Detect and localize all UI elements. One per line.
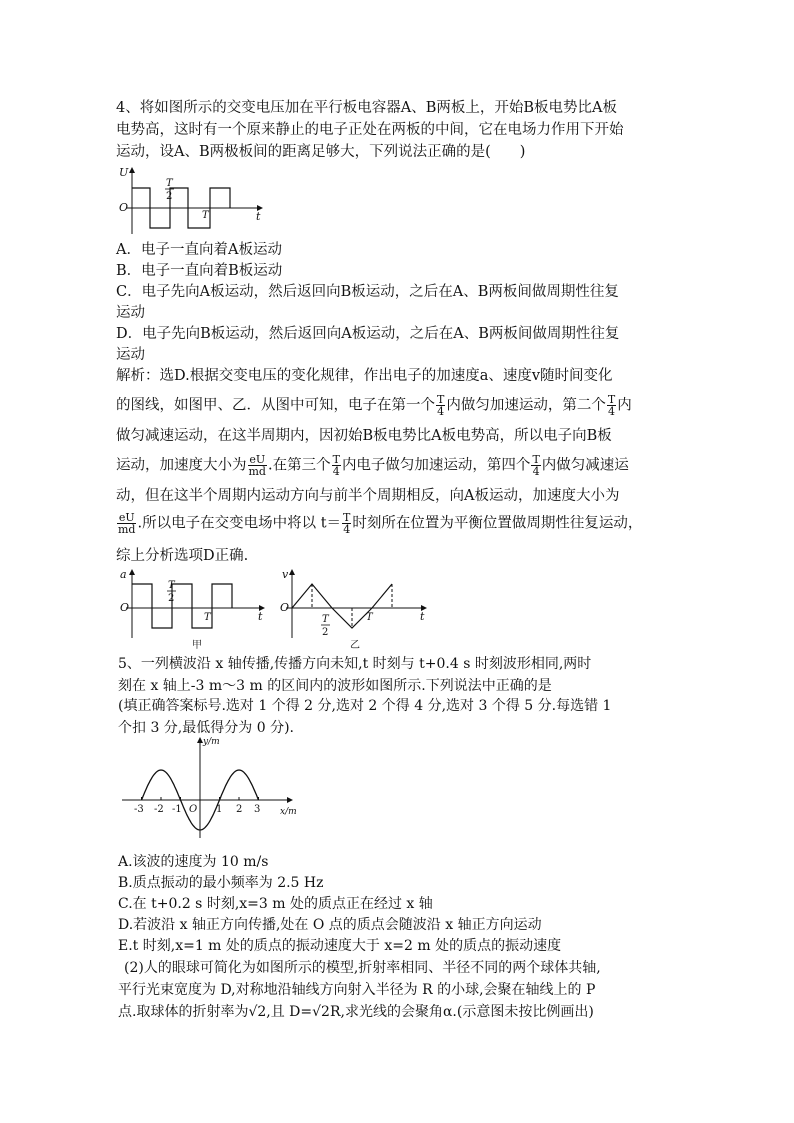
q4-fig-y-label: U	[119, 166, 129, 179]
q4-analysis-line-2: 的图线，如图甲、乙．从图中可知，电子在第一个 $\frac{T}{4}$ 内做匀加速运动，第二个 $\frac{T}{4}$ 内	[116, 393, 632, 418]
fraction-t-over-4: $\frac{T}{4}$	[343, 511, 351, 536]
q5-tick-neg1: -1	[172, 804, 182, 815]
fraction-t-over-4: $\frac{T}{4}$	[332, 453, 340, 478]
q4-option-a: A．电子一直向着A板运动	[116, 242, 282, 258]
q5-stem-line-2: 刻在 x 轴上-3 m～3 m 的区间内的波形如图所示.下列说法中正确的是	[118, 678, 552, 694]
q4-analysis-line-4: 运动，加速度大小为 $\frac{eU}{md}$ .在第三个 $\frac{T}{4}$ 内电子做匀加速运动，第四个 $\frac{T}{4}$ 内做匀减速运	[116, 453, 629, 478]
jia-period: T	[204, 612, 211, 623]
jia-half-num: T	[168, 580, 175, 591]
q4-figure-jia	[116, 566, 268, 650]
q5-stem-line-3: (填正确答案标号.选对 1 个得 2 分,选对 2 个得 4 分,选对 3 个得 5 分.每选错 1	[118, 698, 612, 714]
yi-half-num: T	[322, 614, 329, 625]
q5-tick-3: 3	[254, 804, 261, 815]
yi-origin: O	[280, 601, 290, 614]
q4-analysis-line-6: $\frac{eU}{md}$ .所以电子在交变电场中将以 t＝ $\frac{T}{4}$ 时刻所在位置为平衡位置做周期性往复运动，	[118, 511, 643, 536]
q5-fig-origin: O	[189, 804, 198, 815]
jia-x-label: t	[258, 610, 263, 623]
fraction-t-over-4: $\frac{T}{4}$	[607, 393, 616, 418]
q5-option-c: C.在 t+0.2 s 时刻,x=3 m 处的质点正在经过 x 轴	[118, 896, 433, 912]
yi-y-label: v	[282, 568, 289, 581]
jia-y-label: a	[120, 568, 127, 581]
sqrt-2: √2	[248, 1004, 267, 1020]
yi-period: T	[366, 612, 373, 623]
sqrt-2: √2	[312, 1004, 330, 1020]
q5-option-a: A.该波的速度为 10 m/s	[118, 854, 269, 870]
q4-stem-line-3: 运动，设A、B两极板间的距离足够大，下列说法正确的是( )	[116, 144, 526, 160]
q4-stem-line-1: 4、将如图所示的交变电压加在平行板电容器A、B两板上，开始B板电势比A板	[116, 100, 617, 116]
part2-line-2: 平行光束宽度为 D,对称地沿轴线方向射入半径为 R 的小球,会聚在轴线上的 P	[118, 982, 596, 998]
q4-option-d-cont: 运动	[116, 347, 145, 363]
jia-half-den: 2	[168, 593, 175, 604]
q4-option-c: C．电子先向A板运动，然后返回向B板运动，之后在A、B两板间做周期性往复	[116, 284, 619, 300]
q4-fig-half-den: 2	[166, 191, 173, 202]
q4-fig-origin: O	[119, 201, 129, 214]
q4-fig-period: T	[202, 210, 209, 221]
q4-figure-yi	[278, 566, 430, 650]
q5-stem-line-1: 5、一列横波沿 x 轴传播,传播方向未知,t 时刻与 t+0.4 s 时刻波形相同,两时	[118, 656, 592, 672]
q5-option-d: D.若波沿 x 轴正方向传播,处在 O 点的质点会随波沿 x 轴正方向运动	[118, 917, 542, 933]
q4-option-b: B．电子一直向着B板运动	[116, 263, 283, 279]
q4-fig-half-num: T	[166, 178, 173, 189]
q5-tick-neg2: -2	[154, 804, 164, 815]
q4-fig-x-label: t	[256, 210, 261, 223]
q5-fig-y-label: y/m	[203, 737, 220, 747]
fraction-eu-over-md: $\frac{eU}{md}$	[248, 453, 266, 478]
q4-option-c-cont: 运动	[116, 305, 145, 321]
yi-half-den: 2	[322, 627, 329, 638]
q5-fig-x-label: x/m	[280, 807, 297, 817]
q5-tick-neg3: -3	[134, 804, 144, 815]
q4-analysis-line-5: 动，但在这半个周期内运动方向与前半个周期相反，向A板运动，加速度大小为	[116, 488, 620, 504]
q4-stem-line-2: 电势高，这时有一个原来静止的电子正处在两板的中间，它在电场力作用下开始	[116, 122, 624, 138]
yi-x-label: t	[420, 610, 425, 623]
part2-line-3: 点.取球体的折射率为√2,且 D=√2R,求光线的会聚角α.(示意图未按比例画出)	[118, 1004, 594, 1020]
fraction-eu-over-md: $\frac{eU}{md}$	[118, 511, 136, 536]
q5-option-b: B.质点振动的最小频率为 2.5 Hz	[118, 875, 324, 891]
q4-analysis-line-1: 解析：选D.根据交变电压的变化规律，作出电子的加速度a、速度v随时间变化	[116, 368, 613, 384]
q4-voltage-figure	[116, 164, 266, 236]
q4-option-d: D．电子先向B板运动，然后返回向A板运动，之后在A、B两板间做周期性往复	[116, 326, 620, 342]
q4-analysis-line-7: 综上分析选项D正确.	[116, 548, 249, 564]
yi-caption: 乙	[350, 640, 360, 650]
fraction-t-over-4: $\frac{T}{4}$	[437, 393, 445, 418]
q5-option-e: E.t 时刻,x=1 m 处的质点的振动速度大于 x=2 m 处的质点的振动速度	[118, 938, 562, 954]
q5-tick-2: 2	[236, 804, 243, 815]
part2-line-1: (2)人的眼球可简化为如图所示的模型,折射率相同、半径不同的两个球体共轴,	[124, 960, 601, 976]
fraction-t-over-4: $\frac{T}{4}$	[532, 453, 540, 478]
q4-analysis-line-3: 做匀减速运动，在这半周期内，因初始B板电势比A板电势高，所以电子向B板	[116, 428, 612, 444]
jia-caption: 甲	[192, 640, 202, 650]
q5-wave-figure	[116, 734, 302, 842]
q5-tick-1: 1	[216, 804, 223, 815]
q5-stem-line-4: 个扣 3 分,最低得分为 0 分).	[118, 720, 294, 736]
jia-origin: O	[120, 601, 130, 614]
